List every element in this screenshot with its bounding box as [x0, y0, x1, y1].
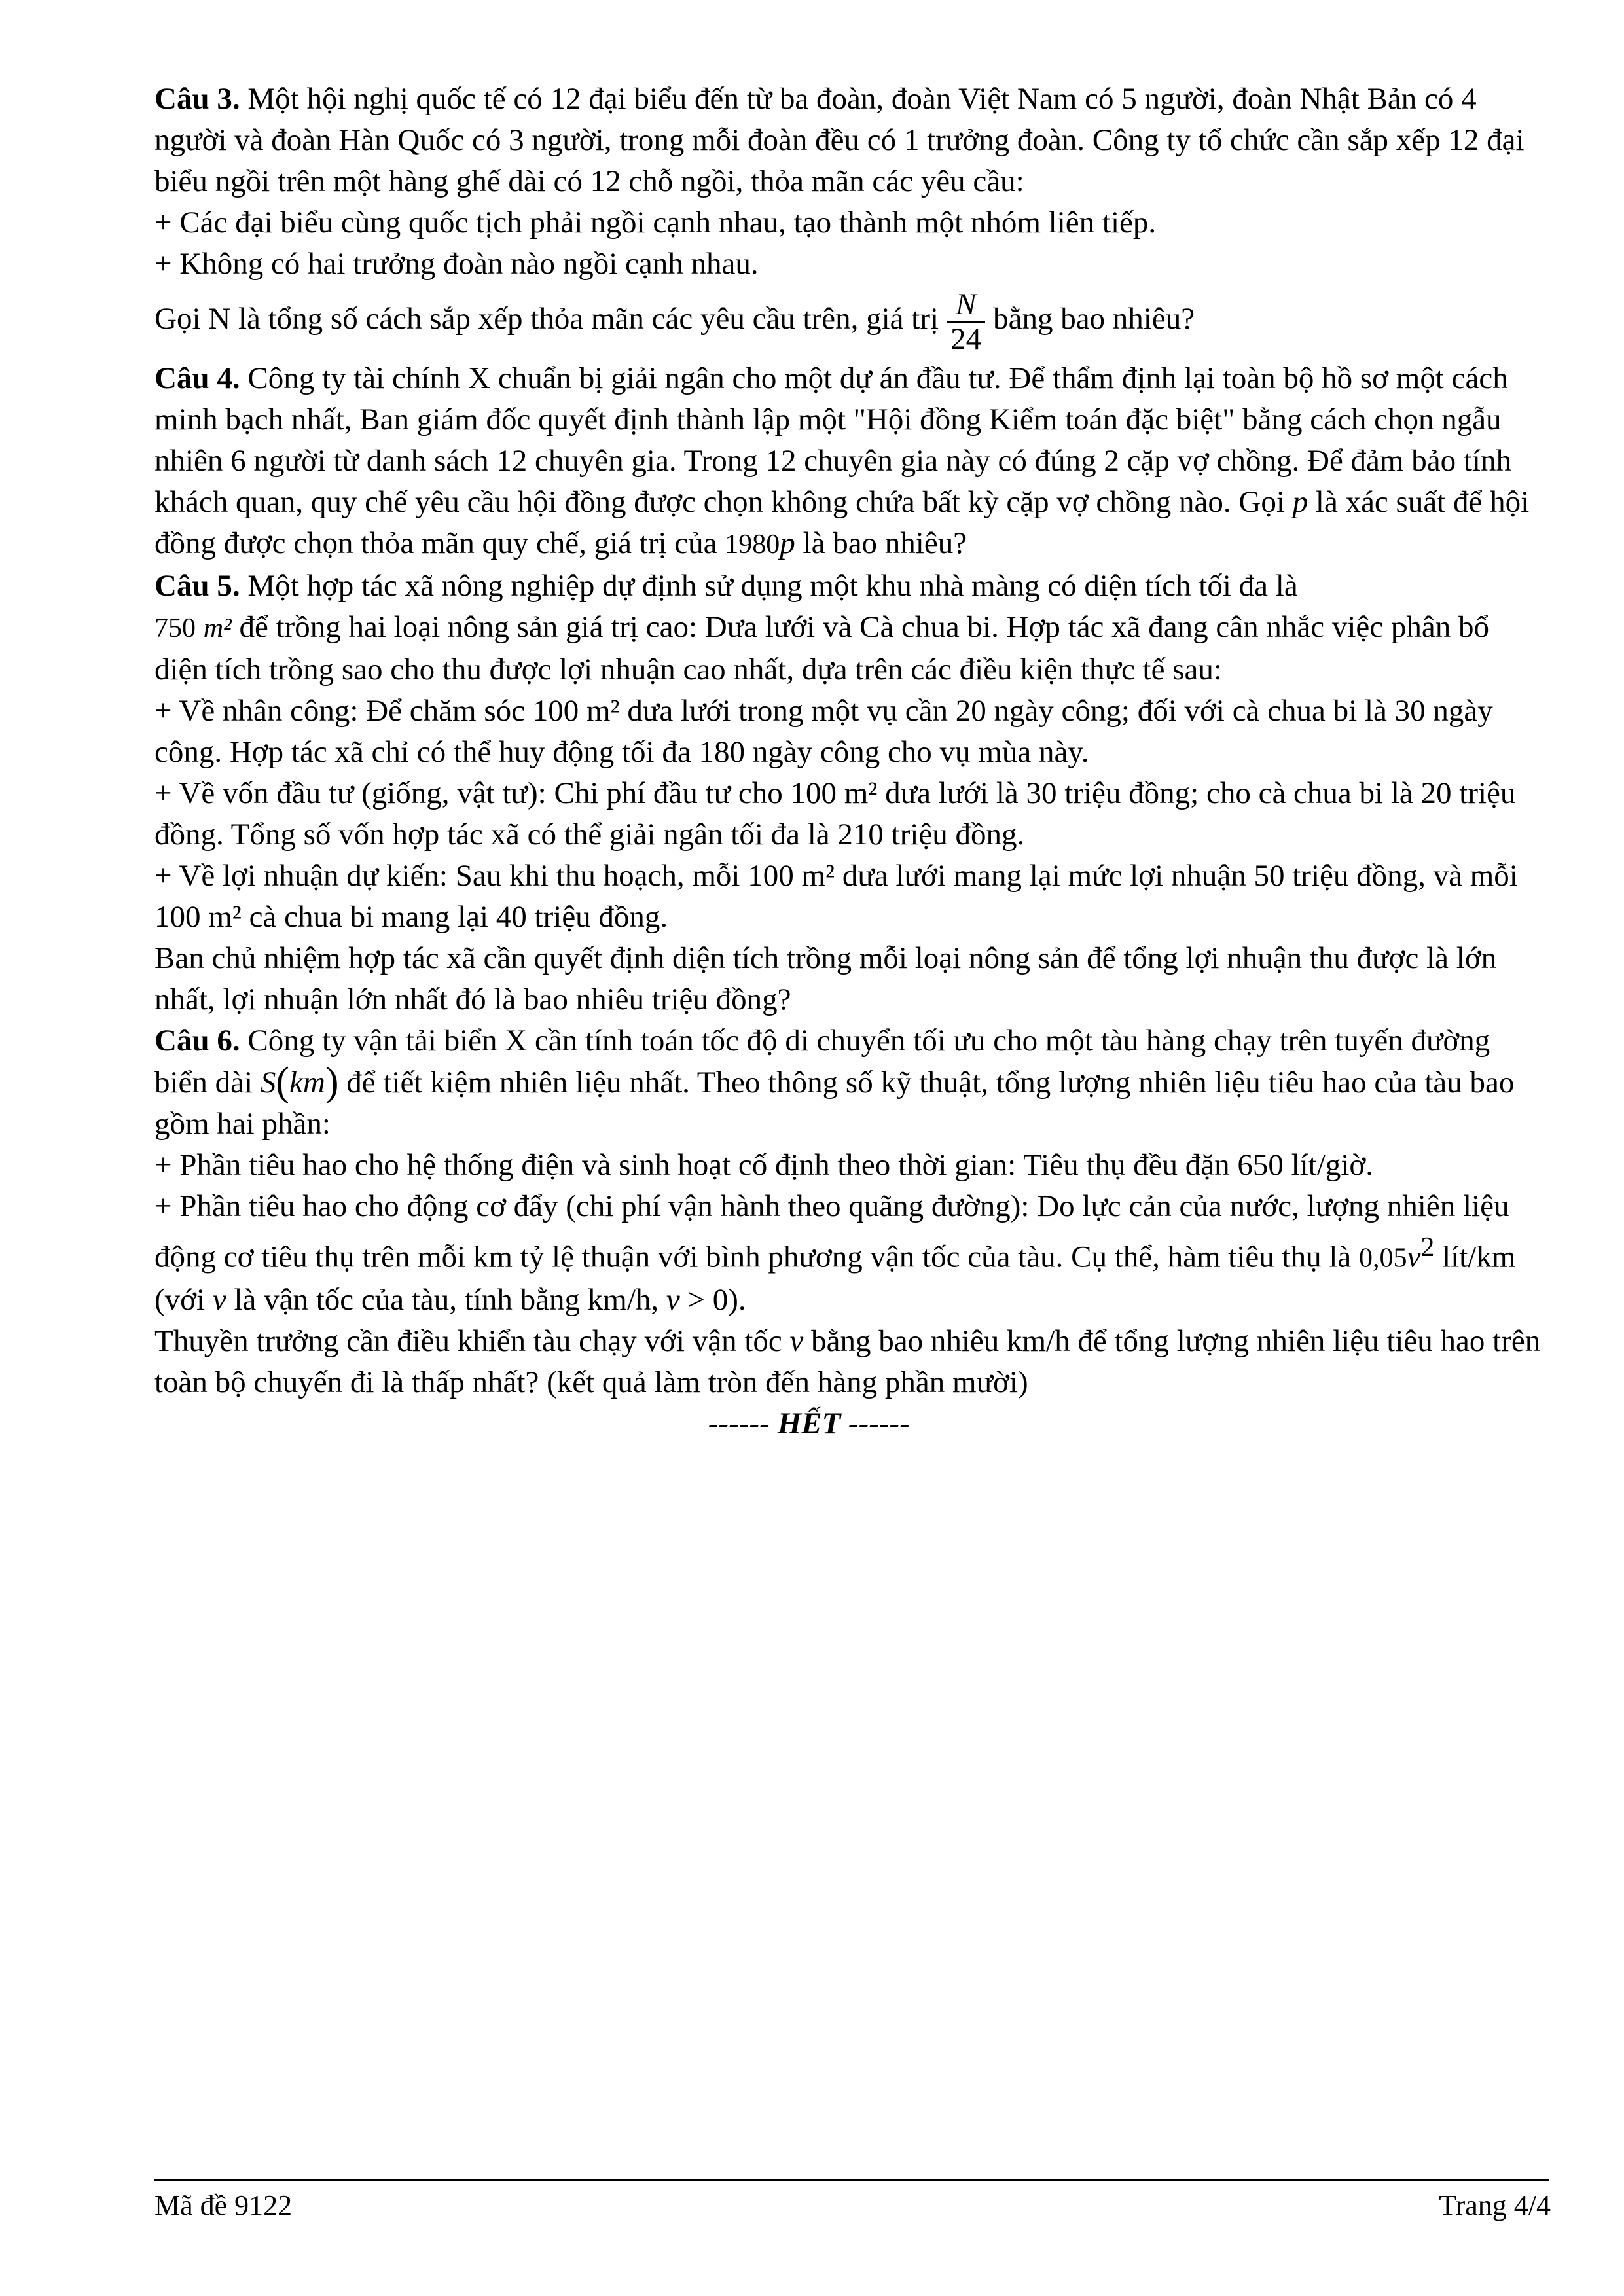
question-4-text: Công ty tài chính X chuẩn bị giải ngân cho một dự án đầu tư. Để thẩm định lại toàn bộ hồ sơ một cách minh bạch nhất, Ban giám đốc quyết định thành lập một "Hội đồng Kiểm toán đặc biệt" bằng cách chọn ngẫu nhiên 6 người từ danh sách 12 chuyên gia. Trong 12 chuyên gia này có đúng 2 cặp vợ chồng. Để đảm bảo tính khách quan, quy chế yêu cầu hội đồng được chọn không chứa bất kỳ cặp vợ chồng nào. Gọi [154, 361, 1511, 519]
question-6-item-2-text-b: lít/km (với [154, 1240, 1516, 1317]
question-6-ask-text-2: bằng bao nhiêu km/h để tổng lượng nhiên liệu tiêu hao trên toàn bộ chuyến đi là thấp nhất? (kết quả làm tròn đến hàng phần mười) [154, 1323, 1541, 1399]
question-6-item-2-end: ). [728, 1282, 746, 1317]
question-3-ask-text: Gọi N là tổng số cách sắp xếp thỏa mãn các yêu cầu trên, giá trị [154, 302, 939, 336]
question-3-condition-2: + Không có hai trưởng đoàn nào ngồi cạnh nhau. [154, 247, 759, 281]
question-5-text-2: để trồng hai loại nông sản giá trị cao: Dưa lưới và Cà chua bi. Hợp tác xã đang cân nhắc việc phân bổ diện tích trồng sao cho thu được lợi nhuận cao nhất, dựa trên các điều kiện thực tế sau: [154, 610, 1489, 687]
math-var-p: p [1292, 485, 1308, 519]
math-var-v-4: v [789, 1323, 804, 1358]
question-6-text: Công ty vận tải biển X cần tính toán tốc độ di chuyển tối ưu cho một tàu hàng chạy trên tuyến đường biển dài [154, 1024, 1490, 1100]
question-6: Câu 6. Công ty vận tải biển X cần tính toán tốc độ di chuyển tối ưu cho một tàu hàng chạy trên tuyến đường biển dài S(km) để tiết kiệm nhiên liệu nhất. Theo thông số kỹ thuật, tổng lượng nhiên liệu tiêu hao của tàu bao gồm hai phần: [154, 1024, 1515, 1141]
question-5-condition-3: + Về lợi nhuận dự kiến: Sau khi thu hoạch, mỗi 100 m² dưa lưới mang lại mức lợi nhuận 50 triệu đồng, và mỗi 100 m² cà chua bi mang lại 40 triệu đồng. [154, 859, 1518, 934]
question-3-label: Câu 3. [154, 82, 240, 116]
page-number: Trang 4/4 [1439, 2189, 1551, 2221]
question-3 [154, 79, 1549, 202]
question-6-text-2: để tiết kiệm nhiên liệu nhất. Theo thông số kỹ thuật, tổng lượng nhiên liệu tiêu hao của tàu bao gồm hai phần: [154, 1066, 1515, 1141]
question-3-ask-end: bằng bao nhiêu? [993, 302, 1195, 336]
question-6-item-2 [154, 1186, 1549, 1321]
math-unit-km: km [289, 1066, 325, 1100]
question-5-ask: Ban chủ nhiệm hợp tác xã cần quyết định diện tích trồng mỗi loại nông sản để tổng lợi nhuận thu được là lớn nhất, lợi nhuận lớn nhất đó là bao nhiêu triệu đồng? [154, 941, 1497, 1016]
question-4 [154, 358, 1549, 565]
math-1980: 1980 [725, 529, 780, 560]
question-6-ask [154, 1321, 1549, 1403]
question-6-label: Câu 6. [154, 1024, 240, 1058]
math-var-v-3: v [666, 1282, 680, 1317]
question-5-condition-2: + Về vốn đầu tư (giống, vật tư): Chi phí đầu tư cho 100 m² dưa lưới là 30 triệu đồng; cho cà chua bi là 20 triệu đồng. Tổng số vốn hợp tác xã có thể giải ngân tối đa là 210 triệu đồng. [154, 776, 1516, 852]
question-4-text-2: là xác suất để hội đồng được chọn thỏa mãn quy chế, giá trị của [154, 485, 1530, 560]
fraction-denominator: 24 [947, 321, 985, 355]
question-3-ask [154, 279, 1549, 358]
end-marker: ------ HẾT ------ [708, 1406, 910, 1441]
question-5-label: Câu 5. [154, 569, 240, 603]
math-exponent: 2 [1420, 1232, 1435, 1263]
math-var-v: v [1407, 1240, 1421, 1274]
fraction-n-over-24 [947, 288, 985, 355]
question-6-item-2-text: + Phần tiêu hao cho động cơ đẩy (chi phí vận hành theo quãng đường): Do lực cản của nước, lượng nhiên liệu động cơ tiêu thụ trên mỗi km tỷ lệ thuận với bình phương vận tốc của tàu. Cụ thể, hàm tiêu thụ là [154, 1189, 1509, 1274]
question-5-text: Một hợp tác xã nông nghiệp dự định sử dụng một khu nhà màng có diện tích tối đa là [240, 569, 1298, 603]
exam-code: Mã đề 9122 [154, 2189, 293, 2221]
math-coef: 0,05 [1359, 1243, 1407, 1274]
question-4-ask: là bao nhiêu? [803, 526, 967, 560]
question-4-label: Câu 4. [154, 361, 240, 395]
math-condition: > 0 [679, 1282, 729, 1317]
math-var-p-2: p [780, 526, 795, 560]
question-6-ask-text: Thuyền trưởng cần điều khiển tàu chạy với vận tốc [154, 1323, 782, 1358]
math-var-s: S [260, 1066, 276, 1100]
question-3-text: Một hội nghị quốc tế có 12 đại biểu đến từ ba đoàn, đoàn Việt Nam có 5 người, đoàn Nhật Bản có 4 người và đoàn Hàn Quốc có 3 người, trong mỗi đoàn đều có 1 trưởng đoàn. Công ty tổ chức cần sắp xếp 12 đại biểu ngồi trên một hàng ghế dài có 12 chỗ ngồi, thỏa mãn các yêu cầu: [154, 82, 1525, 198]
question-6-item-2-text-c: là vận tốc của tàu, tính bằng km/h, [234, 1282, 659, 1317]
footer-divider [154, 2179, 1549, 2181]
question-3-condition-1: + Các đại biểu cùng quốc tịch phải ngồi cạnh nhau, tạo thành một nhóm liên tiếp. [154, 206, 1157, 240]
question-5-condition-1: + Về nhân công: Để chăm sóc 100 m² dưa lưới trong một vụ cần 20 ngày công; đối với cà chua bi là 30 ngày công. Hợp tác xã chỉ có thể huy động tối đa 180 ngày công cho vụ mùa này. [154, 694, 1493, 769]
exam-content [154, 79, 1549, 1444]
question-5 [154, 565, 1549, 691]
math-area-unit: m² [203, 613, 232, 643]
math-var-v-2: v [212, 1282, 226, 1317]
math-area-value: 750 [154, 613, 196, 643]
question-6-item-1: + Phần tiêu hao cho hệ thống điện và sinh hoạt cố định theo thời gian: Tiêu thụ đều đặn 650 lít/giờ. [154, 1148, 1374, 1182]
fraction-numerator: N [955, 287, 977, 321]
